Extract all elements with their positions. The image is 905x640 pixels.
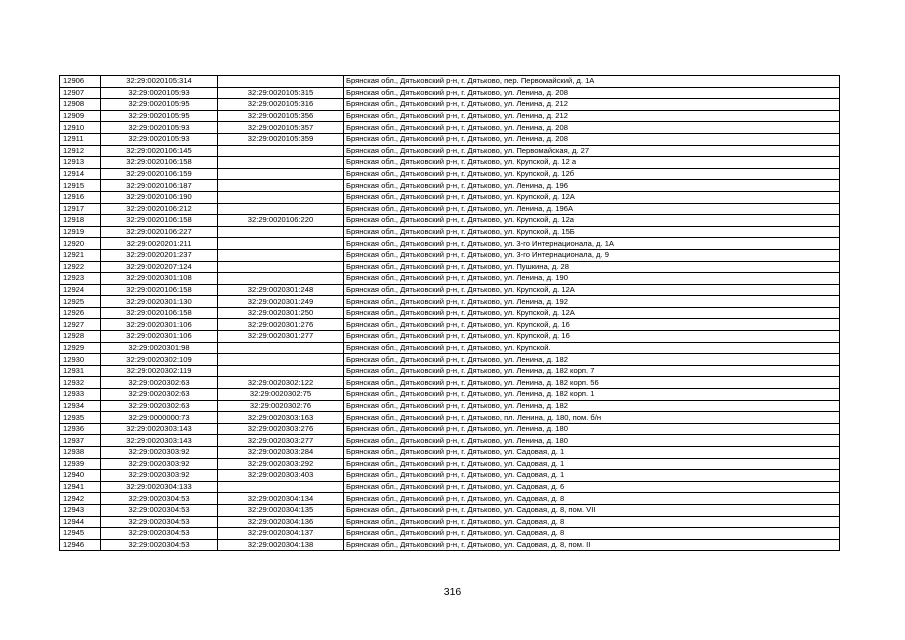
cadastral-number-cell: 32:29:0020304:53 [101, 504, 218, 516]
address-cell: Брянская обл., Дятьковский р-н, г. Дятьково, ул. Ленина, д. 182 корп. 1 [344, 389, 840, 401]
address-cell: Брянская обл., Дятьковский р-н, г. Дятьково, ул. Пушкина, д. 28 [344, 261, 840, 273]
address-cell: Брянская обл., Дятьковский р-н, г. Дятьково, ул. Крупской, д. 12б [344, 168, 840, 180]
page-number: 316 [443, 586, 462, 598]
related-cadastral-number-cell [218, 249, 344, 261]
row-number-cell: 12906 [60, 76, 101, 88]
cadastral-number-cell: 32:29:0020207:124 [101, 261, 218, 273]
cadastral-number-cell: 32:29:0020201:237 [101, 249, 218, 261]
related-cadastral-number-cell: 32:29:0020303:292 [218, 458, 344, 470]
address-cell: Брянская обл., Дятьковский р-н, г. Дятьково, ул. Крупской, д. 12А [344, 307, 840, 319]
row-number-cell: 12913 [60, 157, 101, 169]
cadastral-number-cell: 32:29:0020105:93 [101, 133, 218, 145]
cadastral-number-cell: 32:29:0020303:143 [101, 423, 218, 435]
related-cadastral-number-cell: 32:29:0020304:134 [218, 493, 344, 505]
table-row [60, 470, 840, 482]
row-number-cell: 12911 [60, 133, 101, 145]
address-cell: Брянская обл., Дятьковский р-н, г. Дятьково, ул. Крупской, д. 16 [344, 319, 840, 331]
table-row [60, 389, 840, 401]
cadastral-number-cell: 32:29:0020105:95 [101, 99, 218, 111]
related-cadastral-number-cell: 32:29:0020304:138 [218, 539, 344, 551]
related-cadastral-number-cell [218, 145, 344, 157]
row-number-cell: 12942 [60, 493, 101, 505]
related-cadastral-number-cell: 32:29:0020303:163 [218, 412, 344, 424]
table-row [60, 238, 840, 250]
cadastral-number-cell: 32:29:0020301:108 [101, 273, 218, 285]
related-cadastral-number-cell: 32:29:0020105:356 [218, 110, 344, 122]
cadastral-number-cell: 32:29:0000000:73 [101, 412, 218, 424]
related-cadastral-number-cell: 32:29:0020301:276 [218, 319, 344, 331]
row-number-cell: 12945 [60, 528, 101, 540]
row-number-cell: 12912 [60, 145, 101, 157]
address-cell: Брянская обл., Дятьковский р-н, г. Дятьково, ул. Ленина, д. 190 [344, 273, 840, 285]
cadastral-number-cell: 32:29:0020304:53 [101, 539, 218, 551]
related-cadastral-number-cell: 32:29:0020105:316 [218, 99, 344, 111]
table-row [60, 377, 840, 389]
address-cell: Брянская обл., Дятьковский р-н, г. Дятьково, пл. Ленина, д. 180, пом. б/н [344, 412, 840, 424]
table-row [60, 76, 840, 88]
cadastral-number-cell: 32:29:0020105:93 [101, 87, 218, 99]
cadastral-number-cell: 32:29:0020301:98 [101, 342, 218, 354]
table-row [60, 504, 840, 516]
table-row [60, 215, 840, 227]
table-row [60, 539, 840, 551]
cadastral-number-cell: 32:29:0020105:93 [101, 122, 218, 134]
cadastral-number-cell: 32:29:0020105:314 [101, 76, 218, 88]
registry-table-body [60, 76, 840, 551]
related-cadastral-number-cell: 32:29:0020304:136 [218, 516, 344, 528]
table-row [60, 261, 840, 273]
related-cadastral-number-cell [218, 191, 344, 203]
address-cell: Брянская обл., Дятьковский р-н, г. Дятьково, ул. Крупской, д. 12А [344, 284, 840, 296]
table-row [60, 435, 840, 447]
cadastral-number-cell: 32:29:0020106:212 [101, 203, 218, 215]
row-number-cell: 12941 [60, 481, 101, 493]
address-cell: Брянская обл., Дятьковский р-н, г. Дятьково, ул. Крупской, д. 15Б [344, 226, 840, 238]
table-row [60, 412, 840, 424]
address-cell: Брянская обл., Дятьковский р-н, г. Дятьково, ул. Ленина, д. 208 [344, 133, 840, 145]
table-row [60, 331, 840, 343]
row-number-cell: 12935 [60, 412, 101, 424]
address-cell: Брянская обл., Дятьковский р-н, г. Дятьково, ул. Ленина, д. 212 [344, 99, 840, 111]
address-cell: Брянская обл., Дятьковский р-н, г. Дятьково, ул. Садовая, д. 1 [344, 458, 840, 470]
address-cell: Брянская обл., Дятьковский р-н, г. Дятьково, ул. Ленина, д. 182 [344, 354, 840, 366]
cadastral-number-cell: 32:29:0020201:211 [101, 238, 218, 250]
table-row [60, 284, 840, 296]
cadastral-number-cell: 32:29:0020106:158 [101, 284, 218, 296]
table-row [60, 516, 840, 528]
table-row [60, 307, 840, 319]
table-row [60, 87, 840, 99]
table-row [60, 122, 840, 134]
table-row [60, 296, 840, 308]
cadastral-number-cell: 32:29:0020304:53 [101, 493, 218, 505]
row-number-cell: 12937 [60, 435, 101, 447]
table-row [60, 342, 840, 354]
related-cadastral-number-cell [218, 261, 344, 273]
related-cadastral-number-cell: 32:29:0020105:359 [218, 133, 344, 145]
row-number-cell: 12924 [60, 284, 101, 296]
table-row [60, 168, 840, 180]
row-number-cell: 12927 [60, 319, 101, 331]
cadastral-number-cell: 32:29:0020106:159 [101, 168, 218, 180]
address-cell: Брянская обл., Дятьковский р-н, г. Дятьково, ул. Садовая, д. 8, пом. II [344, 539, 840, 551]
table-row [60, 191, 840, 203]
row-number-cell: 12917 [60, 203, 101, 215]
row-number-cell: 12930 [60, 354, 101, 366]
related-cadastral-number-cell: 32:29:0020304:137 [218, 528, 344, 540]
related-cadastral-number-cell: 32:29:0020303:284 [218, 447, 344, 459]
address-cell: Брянская обл., Дятьковский р-н, г. Дятьково, ул. Крупской, д. 12А [344, 191, 840, 203]
address-cell: Брянская обл., Дятьковский р-н, г. Дятьково, ул. Ленина, д. 212 [344, 110, 840, 122]
table-row [60, 273, 840, 285]
address-cell: Брянская обл., Дятьковский р-н, г. Дятьково, ул. Ленина, д. 208 [344, 122, 840, 134]
cadastral-number-cell: 32:29:0020303:92 [101, 458, 218, 470]
row-number-cell: 12940 [60, 470, 101, 482]
cadastral-number-cell: 32:29:0020105:95 [101, 110, 218, 122]
cadastral-number-cell: 32:29:0020302:119 [101, 365, 218, 377]
related-cadastral-number-cell: 32:29:0020303:276 [218, 423, 344, 435]
address-cell: Брянская обл., Дятьковский р-н, г. Дятьково, ул. Садовая, д. 8 [344, 516, 840, 528]
row-number-cell: 12931 [60, 365, 101, 377]
table-row [60, 319, 840, 331]
related-cadastral-number-cell [218, 238, 344, 250]
address-cell: Брянская обл., Дятьковский р-н, г. Дятьково, ул. Крупской. [344, 342, 840, 354]
table-row [60, 400, 840, 412]
address-cell: Брянская обл., Дятьковский р-н, г. Дятьково, ул. Садовая, д. 1 [344, 447, 840, 459]
related-cadastral-number-cell [218, 342, 344, 354]
table-row [60, 481, 840, 493]
row-number-cell: 12933 [60, 389, 101, 401]
cadastral-number-cell: 32:29:0020301:130 [101, 296, 218, 308]
row-number-cell: 12921 [60, 249, 101, 261]
address-cell: Брянская обл., Дятьковский р-н, г. Дятьково, ул. 3-го Интернационала, д. 9 [344, 249, 840, 261]
row-number-cell: 12934 [60, 400, 101, 412]
cadastral-number-cell: 32:29:0020304:133 [101, 481, 218, 493]
row-number-cell: 12939 [60, 458, 101, 470]
table-row [60, 157, 840, 169]
table-row [60, 458, 840, 470]
address-cell: Брянская обл., Дятьковский р-н, г. Дятьково, пер. Первомайский, д. 1А [344, 76, 840, 88]
row-number-cell: 12938 [60, 447, 101, 459]
related-cadastral-number-cell: 32:29:0020302:75 [218, 389, 344, 401]
table-row [60, 354, 840, 366]
cadastral-number-cell: 32:29:0020301:106 [101, 319, 218, 331]
row-number-cell: 12928 [60, 331, 101, 343]
address-cell: Брянская обл., Дятьковский р-н, г. Дятьково, ул. Крупской, д. 12 а [344, 157, 840, 169]
related-cadastral-number-cell: 32:29:0020303:277 [218, 435, 344, 447]
related-cadastral-number-cell [218, 76, 344, 88]
address-cell: Брянская обл., Дятьковский р-н, г. Дятьково, ул. Ленина, д. 182 корп. 56 [344, 377, 840, 389]
address-cell: Брянская обл., Дятьковский р-н, г. Дятьково, ул. Ленина, д. 182 [344, 400, 840, 412]
address-cell: Брянская обл., Дятьковский р-н, г. Дятьково, ул. Ленина, д. 208 [344, 87, 840, 99]
cadastral-number-cell: 32:29:0020106:158 [101, 157, 218, 169]
address-cell: Брянская обл., Дятьковский р-н, г. Дятьково, ул. Крупской, д. 16 [344, 331, 840, 343]
related-cadastral-number-cell: 32:29:0020304:135 [218, 504, 344, 516]
row-number-cell: 12922 [60, 261, 101, 273]
related-cadastral-number-cell: 32:29:0020301:277 [218, 331, 344, 343]
cadastral-number-cell: 32:29:0020106:227 [101, 226, 218, 238]
cadastral-number-cell: 32:29:0020106:190 [101, 191, 218, 203]
table-row [60, 110, 840, 122]
row-number-cell: 12936 [60, 423, 101, 435]
related-cadastral-number-cell [218, 273, 344, 285]
cadastral-number-cell: 32:29:0020106:158 [101, 307, 218, 319]
address-cell: Брянская обл., Дятьковский р-н, г. Дятьково, ул. Садовая, д. 6 [344, 481, 840, 493]
row-number-cell: 12923 [60, 273, 101, 285]
row-number-cell: 12946 [60, 539, 101, 551]
related-cadastral-number-cell: 32:29:0020303:403 [218, 470, 344, 482]
table-row [60, 249, 840, 261]
registry-table [59, 75, 840, 551]
row-number-cell: 12929 [60, 342, 101, 354]
related-cadastral-number-cell: 32:29:0020302:122 [218, 377, 344, 389]
cadastral-number-cell: 32:29:0020106:145 [101, 145, 218, 157]
related-cadastral-number-cell: 32:29:0020301:248 [218, 284, 344, 296]
related-cadastral-number-cell [218, 157, 344, 169]
row-number-cell: 12919 [60, 226, 101, 238]
related-cadastral-number-cell: 32:29:0020302:76 [218, 400, 344, 412]
address-cell: Брянская обл., Дятьковский р-н, г. Дятьково, ул. Ленина, д. 180 [344, 423, 840, 435]
related-cadastral-number-cell: 32:29:0020105:357 [218, 122, 344, 134]
cadastral-number-cell: 32:29:0020304:53 [101, 528, 218, 540]
cadastral-number-cell: 32:29:0020301:106 [101, 331, 218, 343]
row-number-cell: 12910 [60, 122, 101, 134]
related-cadastral-number-cell: 32:29:0020105:315 [218, 87, 344, 99]
table-row [60, 493, 840, 505]
table-row [60, 226, 840, 238]
cadastral-number-cell: 32:29:0020106:158 [101, 215, 218, 227]
cadastral-number-cell: 32:29:0020303:92 [101, 447, 218, 459]
row-number-cell: 12907 [60, 87, 101, 99]
address-cell: Брянская обл., Дятьковский р-н, г. Дятьково, ул. Ленина, д. 196 [344, 180, 840, 192]
row-number-cell: 12920 [60, 238, 101, 250]
related-cadastral-number-cell [218, 365, 344, 377]
cadastral-number-cell: 32:29:0020303:92 [101, 470, 218, 482]
address-cell: Брянская обл., Дятьковский р-н, г. Дятьково, ул. Ленина, д. 192 [344, 296, 840, 308]
cadastral-number-cell: 32:29:0020304:53 [101, 516, 218, 528]
row-number-cell: 12926 [60, 307, 101, 319]
table-row [60, 133, 840, 145]
cadastral-number-cell: 32:29:0020302:63 [101, 389, 218, 401]
table-row [60, 203, 840, 215]
table-row [60, 365, 840, 377]
table-row [60, 99, 840, 111]
address-cell: Брянская обл., Дятьковский р-н, г. Дятьково, ул. 3-го Интернационала, д. 1А [344, 238, 840, 250]
cadastral-number-cell: 32:29:0020106:187 [101, 180, 218, 192]
related-cadastral-number-cell: 32:29:0020301:249 [218, 296, 344, 308]
related-cadastral-number-cell [218, 354, 344, 366]
related-cadastral-number-cell [218, 226, 344, 238]
cadastral-number-cell: 32:29:0020302:109 [101, 354, 218, 366]
address-cell: Брянская обл., Дятьковский р-н, г. Дятьково, ул. Садовая, д. 8 [344, 528, 840, 540]
cadastral-number-cell: 32:29:0020302:63 [101, 400, 218, 412]
address-cell: Брянская обл., Дятьковский р-н, г. Дятьково, ул. Садовая, д. 1 [344, 470, 840, 482]
row-number-cell: 12908 [60, 99, 101, 111]
row-number-cell: 12925 [60, 296, 101, 308]
row-number-cell: 12909 [60, 110, 101, 122]
table-row [60, 423, 840, 435]
related-cadastral-number-cell: 32:29:0020106:220 [218, 215, 344, 227]
address-cell: Брянская обл., Дятьковский р-н, г. Дятьково, ул. Садовая, д. 8, пом. VII [344, 504, 840, 516]
related-cadastral-number-cell [218, 180, 344, 192]
related-cadastral-number-cell: 32:29:0020301:250 [218, 307, 344, 319]
address-cell: Брянская обл., Дятьковский р-н, г. Дятьково, ул. Ленина, д. 180 [344, 435, 840, 447]
related-cadastral-number-cell [218, 168, 344, 180]
row-number-cell: 12918 [60, 215, 101, 227]
cadastral-number-cell: 32:29:0020303:143 [101, 435, 218, 447]
table-row [60, 447, 840, 459]
table-row [60, 145, 840, 157]
related-cadastral-number-cell [218, 203, 344, 215]
row-number-cell: 12915 [60, 180, 101, 192]
cadastral-number-cell: 32:29:0020302:63 [101, 377, 218, 389]
address-cell: Брянская обл., Дятьковский р-н, г. Дятьково, ул. Первомайская, д. 27 [344, 145, 840, 157]
table-row [60, 528, 840, 540]
address-cell: Брянская обл., Дятьковский р-н, г. Дятьково, ул. Крупской, д. 12а [344, 215, 840, 227]
row-number-cell: 12916 [60, 191, 101, 203]
row-number-cell: 12914 [60, 168, 101, 180]
row-number-cell: 12932 [60, 377, 101, 389]
related-cadastral-number-cell [218, 481, 344, 493]
row-number-cell: 12943 [60, 504, 101, 516]
address-cell: Брянская обл., Дятьковский р-н, г. Дятьково, ул. Ленина, д. 182 корп. 7 [344, 365, 840, 377]
row-number-cell: 12944 [60, 516, 101, 528]
address-cell: Брянская обл., Дятьковский р-н, г. Дятьково, ул. Ленина, д. 196А [344, 203, 840, 215]
table-row [60, 180, 840, 192]
address-cell: Брянская обл., Дятьковский р-н, г. Дятьково, ул. Садовая, д. 8 [344, 493, 840, 505]
